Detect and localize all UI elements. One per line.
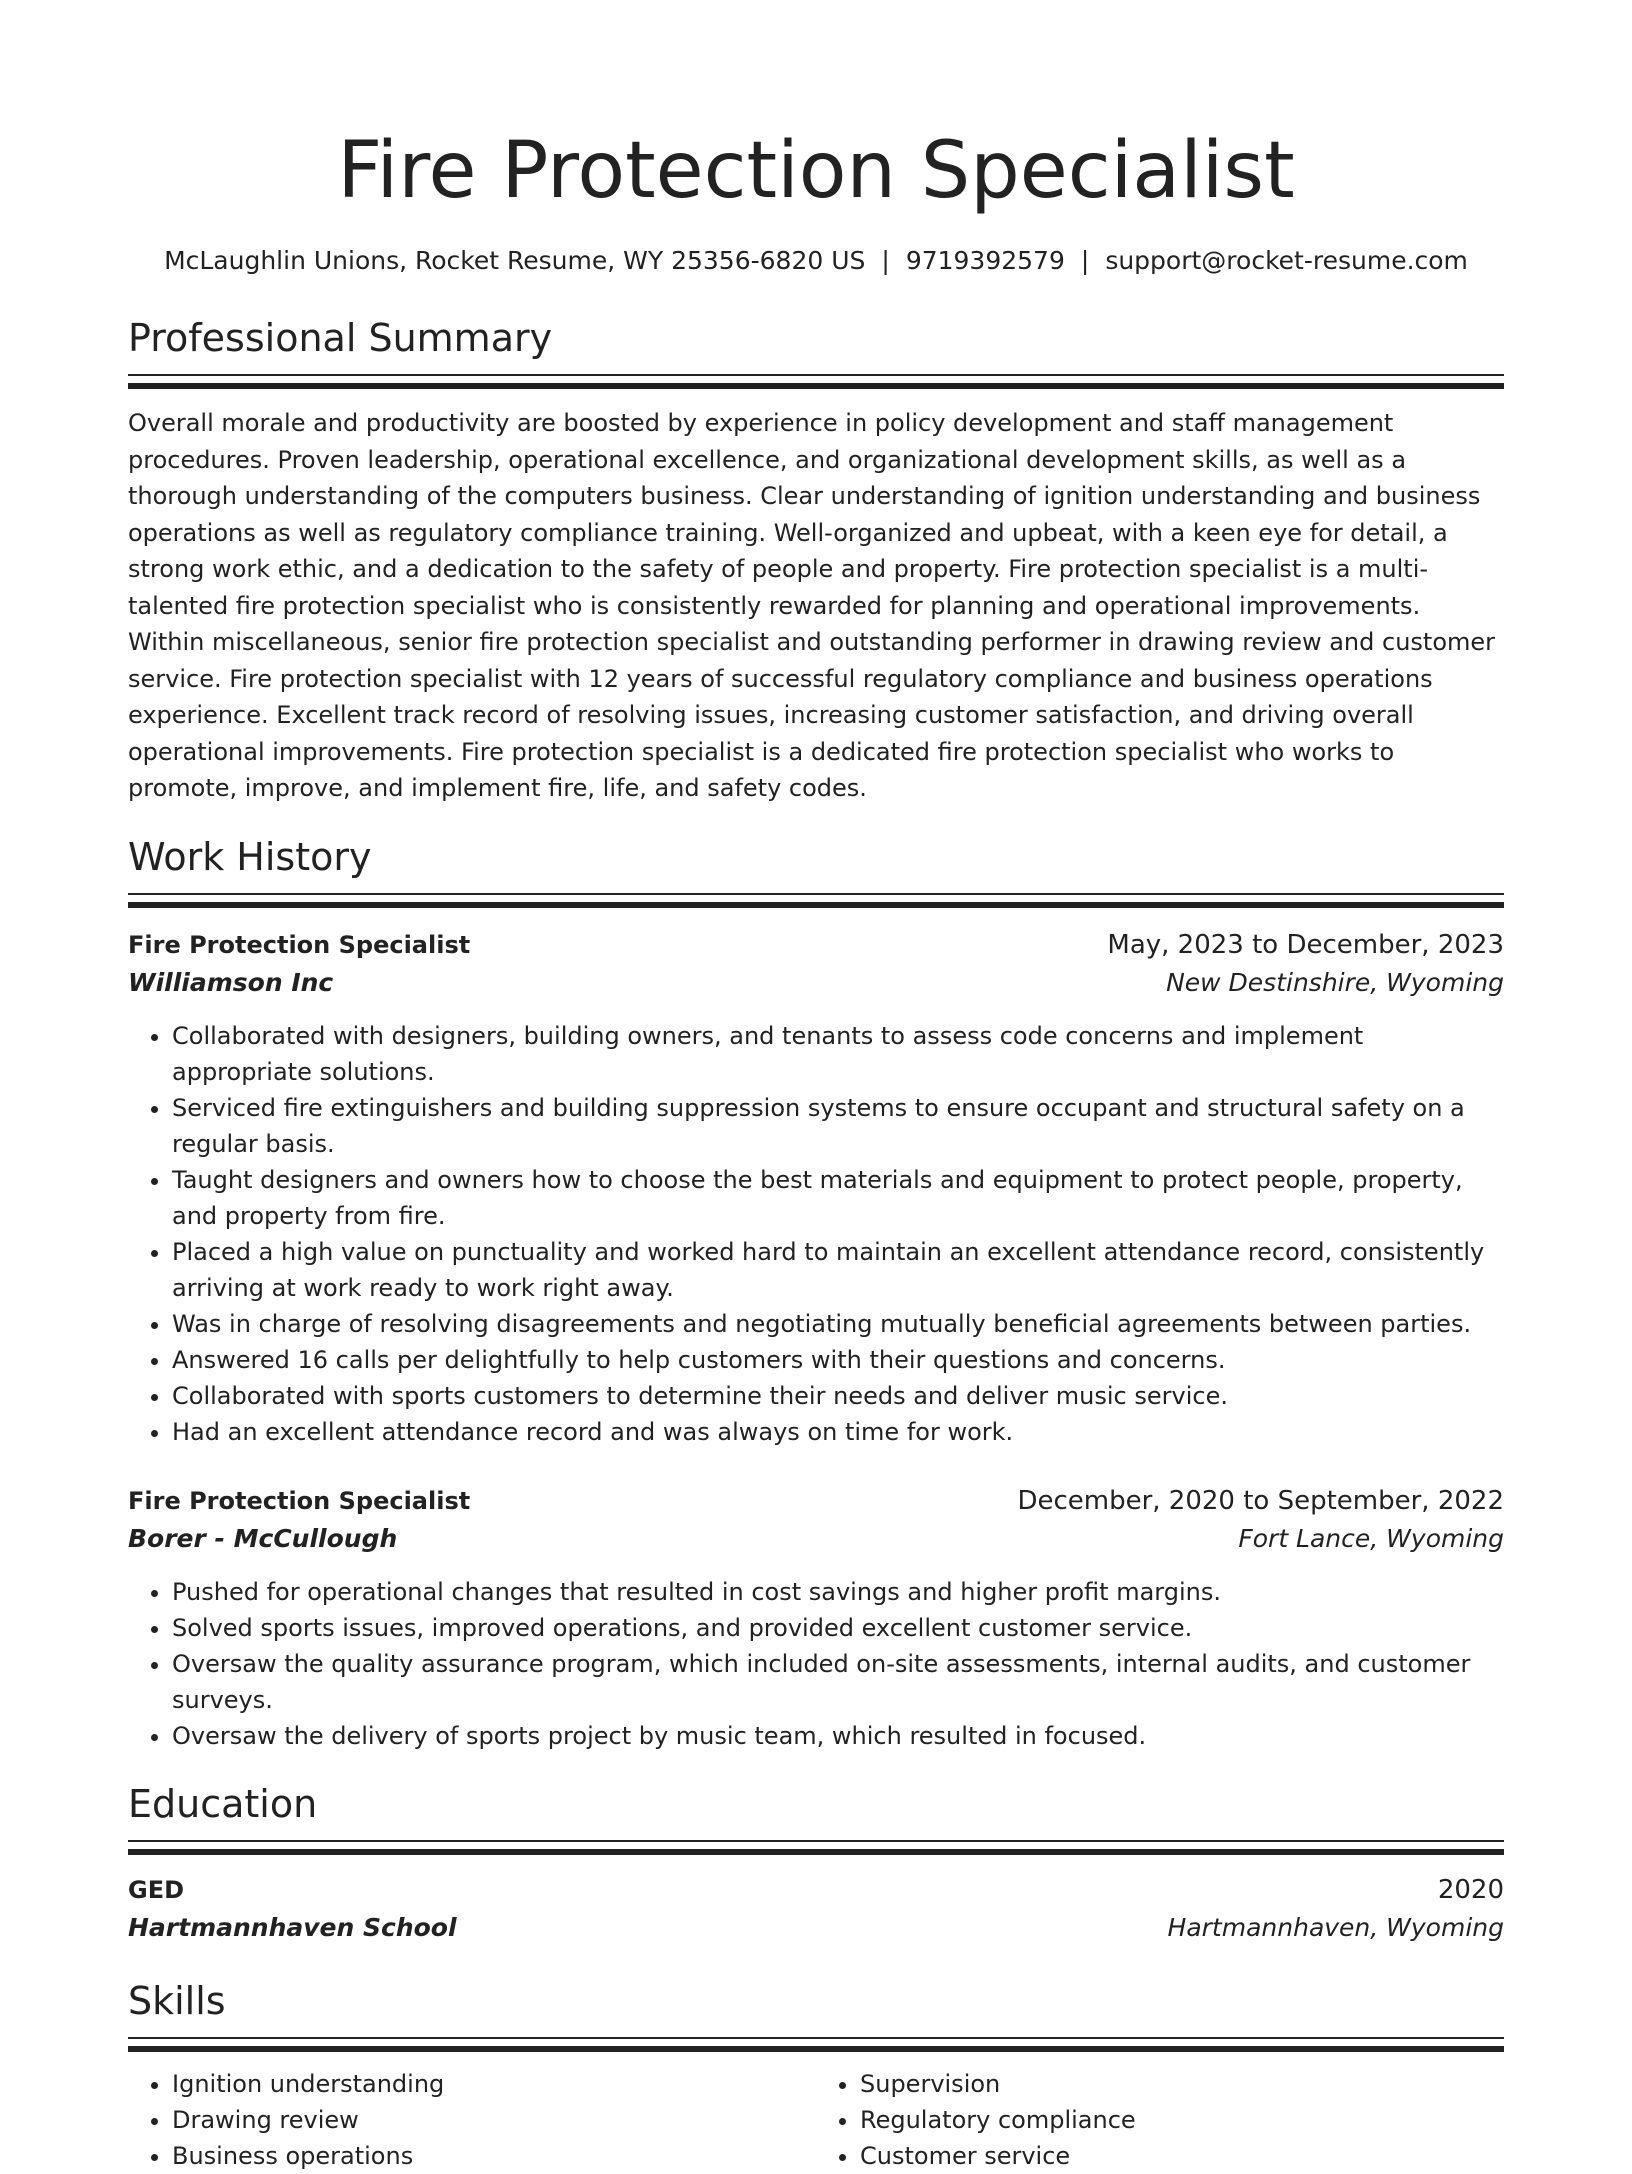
summary-text: Overall morale and productivity are boosted by experience in policy development and staff management procedures. Proven leadership, operational excellence, and organizational development skills, as well as a thorough understanding of the computers business. Clear understanding of ignition understanding and business operations as well as regulatory compliance training. Well-organized and upbeat, with a keen eye for detail, a strong work ethic, and a dedication to the safety of people and property. Fire protection specialist is a multi-talented fire protection specialist who is consistently rewarded for planning and operational improvements. Within miscellaneous, senior fire protection specialist and outstanding performer in drawing review and customer service. Fire protection specialist with 12 years of successful regulatory compliance and business operations experience. Excellent track record of resolving issues, increasing customer satisfaction, and driving overall operational improvements. Fire protection specialist is a dedicated fire protection specialist who works to promote, improve, and implement fire, life, and safety codes. bbox=[128, 409, 1496, 802]
job-header bbox=[128, 926, 1504, 964]
work-history-section bbox=[128, 833, 1504, 1754]
section-title-education: Education bbox=[128, 1781, 318, 1826]
list-item: • Solved sports issues, improved operations, and provided excellent customer service. bbox=[172, 1610, 1504, 1646]
summary-section bbox=[128, 314, 1504, 807]
education-school: Hartmannhaven School bbox=[128, 1912, 457, 1942]
education-degree: GED bbox=[128, 1875, 185, 1904]
list-item: • Was in charge of resolving disagreements and negotiating mutually beneficial agreements between parties. bbox=[172, 1306, 1504, 1342]
list-item: • Collaborated with designers, building owners, and tenants to assess code concerns and implement appropriate solutions. bbox=[172, 1018, 1504, 1090]
list-item: • Pushed for operational changes that resulted in cost savings and higher profit margins. bbox=[172, 1574, 1504, 1610]
job-entry bbox=[128, 1482, 1504, 1754]
skill-item: • Regulatory compliance bbox=[860, 2102, 1504, 2138]
job-subheader bbox=[128, 964, 1504, 1002]
job-location: New Destinshire, Wyoming bbox=[1166, 967, 1504, 997]
list-item: • Oversaw the quality assurance program, which included on-site assessments, internal audits, and customer surveys. bbox=[172, 1646, 1504, 1718]
list-item: • Taught designers and owners how to choose the best materials and equipment to protect people, property, and property from fire. bbox=[172, 1162, 1504, 1234]
job-company: Williamson Inc bbox=[128, 967, 334, 997]
job-title: Fire Protection Specialist bbox=[128, 930, 471, 959]
job-bullet-list bbox=[128, 1574, 1504, 1754]
list-item: • Oversaw the delivery of sports project by music team, which resulted in focused. bbox=[172, 1718, 1504, 1754]
job-location: Fort Lance, Wyoming bbox=[1238, 1523, 1504, 1553]
job-subheader bbox=[128, 1520, 1504, 1558]
contact-phone: 9719392579 bbox=[905, 246, 1065, 275]
section-divider bbox=[128, 374, 1504, 389]
skills-columns bbox=[128, 2066, 1504, 2174]
section-divider bbox=[128, 893, 1504, 908]
list-item: • Placed a high value on punctuality and worked hard to maintain an excellent attendance record, consistently arriving at work ready to work right away. bbox=[172, 1234, 1504, 1306]
contact-line bbox=[128, 244, 1504, 278]
contact-separator: | bbox=[1080, 246, 1090, 275]
skills-section bbox=[128, 1977, 1504, 2174]
list-item: • Answered 16 calls per delightfully to help customers with their questions and concerns. bbox=[172, 1342, 1504, 1378]
skill-item: • Customer service bbox=[860, 2138, 1504, 2174]
skills-list-left bbox=[128, 2066, 816, 2174]
job-title: Fire Protection Specialist bbox=[128, 1486, 471, 1515]
education-location: Hartmannhaven, Wyoming bbox=[1167, 1912, 1504, 1942]
education-entry bbox=[128, 1871, 1504, 1947]
skills-list-right bbox=[816, 2066, 1504, 2174]
contact-address: McLaughlin Unions, Rocket Resume, WY 25356-6820 US bbox=[164, 246, 866, 275]
job-dates: May, 2023 to December, 2023 bbox=[1107, 929, 1504, 960]
section-divider bbox=[128, 1840, 1504, 1855]
contact-email: support@rocket-resume.com bbox=[1105, 246, 1468, 275]
list-item: • Had an excellent attendance record and was always on time for work. bbox=[172, 1414, 1504, 1450]
education-subheader bbox=[128, 1909, 1504, 1947]
section-divider bbox=[128, 2037, 1504, 2052]
resume-name: Fire Protection Specialist bbox=[337, 126, 1295, 216]
skill-item: • Drawing review bbox=[172, 2102, 816, 2138]
job-company: Borer - McCullough bbox=[128, 1523, 398, 1553]
list-item: • Serviced fire extinguishers and building suppression systems to ensure occupant and structural safety on a regular basis. bbox=[172, 1090, 1504, 1162]
skill-item: • Ignition understanding bbox=[172, 2066, 816, 2102]
skill-item: • Supervision bbox=[860, 2066, 1504, 2102]
job-dates: December, 2020 to September, 2022 bbox=[1017, 1485, 1504, 1516]
job-entry bbox=[128, 926, 1504, 1450]
education-year: 2020 bbox=[1437, 1874, 1504, 1905]
list-item: • Collaborated with sports customers to determine their needs and deliver music service. bbox=[172, 1378, 1504, 1414]
education-header bbox=[128, 1871, 1504, 1909]
section-title-work-history: Work History bbox=[128, 834, 372, 879]
education-section bbox=[128, 1780, 1504, 1947]
job-bullet-list bbox=[128, 1018, 1504, 1450]
section-title-summary: Professional Summary bbox=[128, 316, 553, 360]
skill-item: • Business operations bbox=[172, 2138, 816, 2174]
job-header bbox=[128, 1482, 1504, 1520]
section-title-skills: Skills bbox=[128, 1978, 226, 2023]
contact-separator: | bbox=[881, 246, 890, 275]
